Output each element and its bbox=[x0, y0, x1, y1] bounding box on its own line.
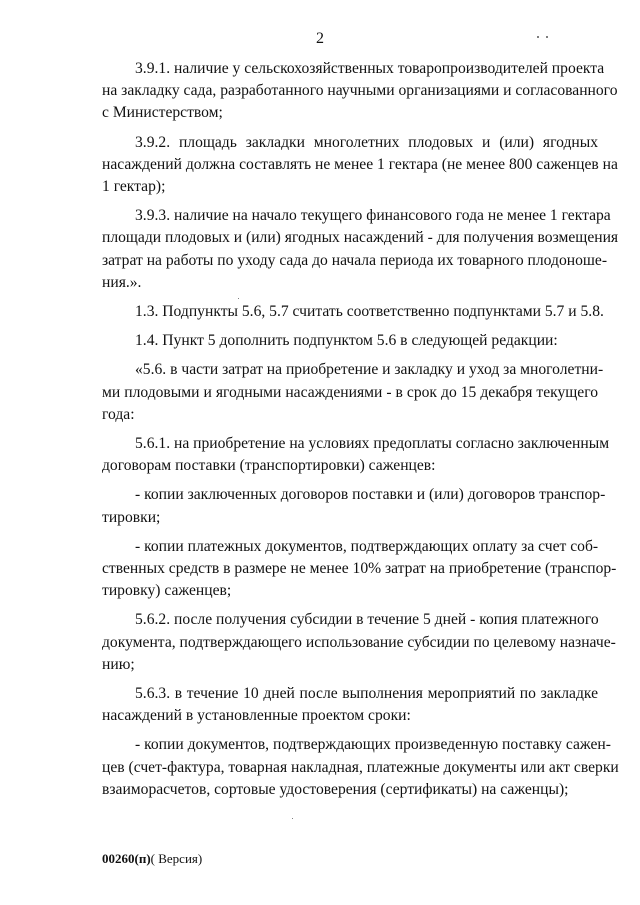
footer-version: ( Версия) bbox=[150, 851, 203, 866]
text-line: договорам поставки (транспортировки) саженцев: bbox=[102, 457, 436, 475]
paragraph-p561a bbox=[102, 484, 606, 528]
text-line: тировку) саженцев; bbox=[102, 582, 232, 600]
scan-speck bbox=[292, 818, 293, 819]
text-line: - копии платежных документов, подтверждающих оплату за счет соб- bbox=[135, 537, 599, 555]
text-line: насаждений должна составлять не менее 1 гектара (не менее 800 саженцев на bbox=[102, 155, 618, 173]
scan-speck bbox=[537, 36, 539, 38]
paragraph-p14 bbox=[102, 330, 598, 352]
paragraph-p391 bbox=[102, 58, 618, 125]
paragraph-p13 bbox=[102, 301, 604, 323]
paragraph-p392 bbox=[102, 132, 618, 199]
text-line: года: bbox=[102, 405, 135, 423]
text-line: «5.6. в части затрат на приобретение и закладку и уход за многолетни- bbox=[135, 361, 604, 379]
text-line: 3.9.2. площадь закладки многолетних плодовых и (или) ягодных bbox=[135, 133, 598, 151]
text-line: документа, подтверждающего использование субсидии по целевому назначе- bbox=[102, 633, 616, 651]
paragraph-p563a bbox=[102, 734, 619, 801]
paragraph-p561 bbox=[102, 433, 610, 477]
document-footer bbox=[102, 851, 202, 867]
text-line: ственных средств в размере не менее 10% затрат на приобретение (транспор- bbox=[102, 560, 617, 578]
text-line: взаиморасчетов, сортовые удостоверения (сертификаты) на саженцы); bbox=[102, 780, 569, 798]
text-line: 1.4. Пункт 5 дополнить подпунктом 5.6 в следующей редакции: bbox=[135, 332, 558, 350]
text-line: 5.6.2. после получения субсидии в течение 5 дней - копия платежного bbox=[135, 611, 599, 629]
paragraph-p56 bbox=[102, 359, 604, 426]
text-line: с Министерством; bbox=[102, 104, 223, 122]
text-line: насаждений в установленные проектом сроки: bbox=[102, 707, 411, 725]
text-line: на закладку сада, разработанного научными организациями и согласованного bbox=[102, 82, 618, 100]
text-line: затрат на работы по уходу сада до начала периода их товарного плодоноше- bbox=[102, 251, 608, 269]
paragraph-p393 bbox=[102, 205, 619, 294]
text-line: нию; bbox=[102, 655, 135, 673]
footer-code: 00260(п) bbox=[102, 851, 151, 866]
text-line: 1.3. Подпункты 5.6, 5.7 считать соответственно подпунктами 5.7 и 5.8. bbox=[135, 303, 604, 321]
text-line: 1 гектар); bbox=[102, 178, 166, 196]
page-number: 2 bbox=[316, 30, 324, 47]
text-line: 3.9.3. наличие на начало текущего финансового года не менее 1 гектара bbox=[135, 207, 611, 225]
text-line: 5.6.3. в течение 10 дней после выполнения мероприятий по закладке bbox=[135, 685, 598, 703]
text-line: 3.9.1. наличие у сельскохозяйственных товаропроизводителей проекта bbox=[135, 60, 605, 77]
paragraph-p562 bbox=[102, 609, 616, 676]
text-line: - копии документов, подтверждающих произведенную поставку сажен- bbox=[135, 736, 611, 754]
text-line: - копии заключенных договоров поставки и (или) договоров транспор- bbox=[135, 486, 606, 504]
text-line: ния.». bbox=[102, 273, 142, 291]
scan-speck bbox=[546, 36, 548, 38]
text-line: тировки; bbox=[102, 508, 161, 526]
text-line: цев (счет-фактура, товарная накладная, платежные документы или акт сверки bbox=[102, 758, 619, 776]
document-body bbox=[102, 58, 619, 808]
scan-speck bbox=[238, 298, 239, 299]
paragraph-p563 bbox=[102, 683, 598, 727]
text-line: ми плодовыми и ягодными насаждениями - в срок до 15 декабря текущего bbox=[102, 383, 598, 401]
paragraph-p561b bbox=[102, 536, 617, 603]
text-line: 5.6.1. на приобретение на условиях предоплаты согласно заключенным bbox=[135, 435, 610, 453]
text-line: площади плодовых и (или) ягодных насаждений - для получения возмещения bbox=[102, 229, 619, 247]
